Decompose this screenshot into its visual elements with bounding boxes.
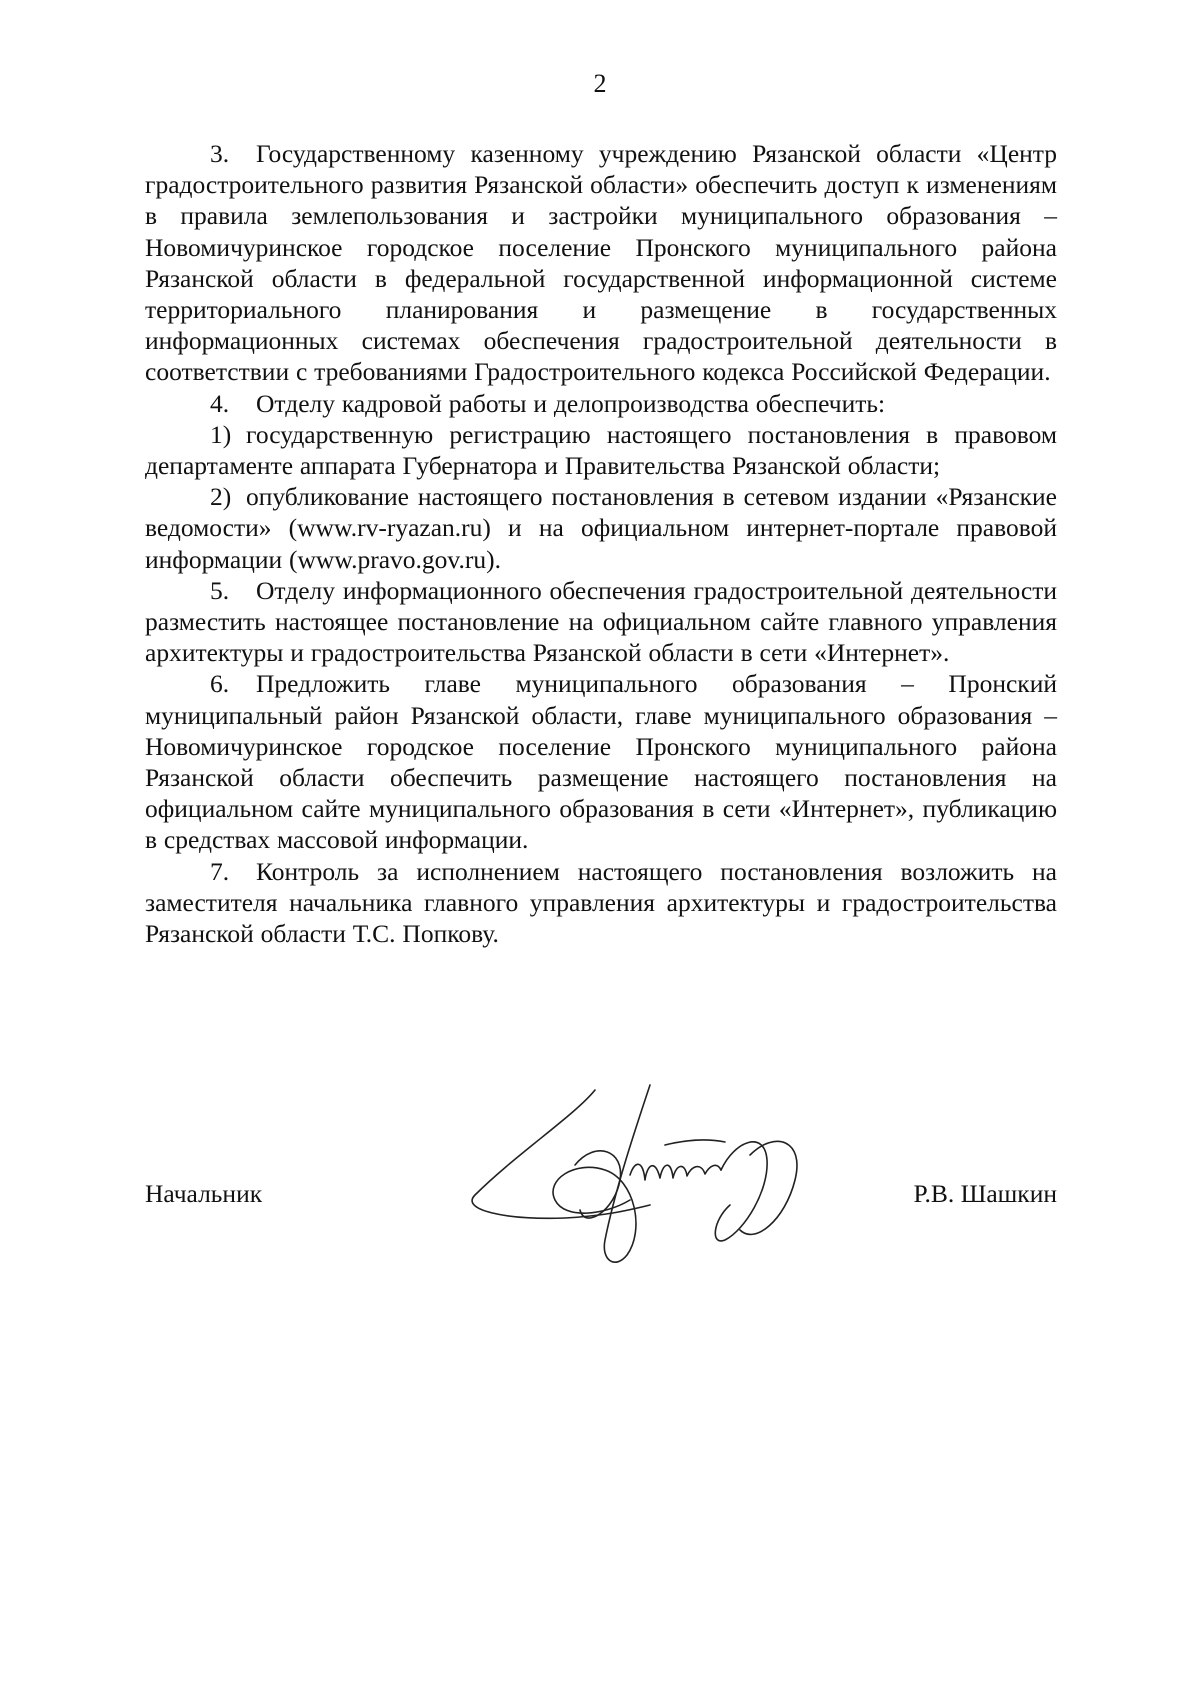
signature-block: [145, 1178, 1057, 1218]
paragraph-text: Отделу кадровой работы и делопроизводства обеспечить:: [256, 388, 886, 418]
signatory-name: Р.В. Шашкин: [913, 1179, 1057, 1208]
paragraph-4: [145, 388, 1057, 419]
paragraph-number: 3.: [210, 139, 230, 168]
document-body: [145, 138, 1057, 949]
paragraph-7: [145, 856, 1057, 950]
paragraph-6: [145, 668, 1057, 855]
paragraph-text: государственную регистрацию настоящего постановления в правовом департаменте аппарата Губернатора и Правительства Рязанской области;: [145, 419, 1057, 481]
paragraph-number: 5.: [210, 575, 230, 605]
subparagraph-number: 2): [210, 482, 232, 512]
paragraph-text: опубликование настоящего постановления в сетевом издании «Рязанские ведомости» (www.rv-ryazan.ru) и на официальном интернет-портале правовой информации (www.pravo.gov.ru).: [145, 482, 1057, 574]
paragraph-3: [145, 138, 1057, 388]
subparagraph-4-1: [145, 419, 1057, 481]
paragraph-number: 4.: [210, 388, 230, 418]
paragraph-text: Контроль за исполнением настоящего постановления возложить на заместителя начальника главного управления архитектуры и градостроительства Рязанской области Т.С. Попкову.: [145, 856, 1057, 949]
page-number: 2: [593, 69, 607, 98]
paragraph-text: Предложить главе муниципального образования – Пронский муниципальный район Рязанской области, главе муниципального образования – Новомичуринское городское поселение Пронского муниципального района Рязанской области обеспечить размещение настоящего постановления на официальном сайте муниципального образования в сети «Интернет», публикацию в средствах массовой информации.: [145, 669, 1057, 855]
paragraph-5: [145, 575, 1057, 669]
paragraph-text: Отделу информационного обеспечения градостроительной деятельности разместить настоящее постановление на официальном сайте главного управления архитектуры и градостроительства Рязанской области в сети «Интернет».: [145, 575, 1057, 668]
paragraph-text: Государственному казенному учреждению Рязанской области «Центр градостроительного развития Рязанской области» обеспечить доступ к изменениям в правила землепользования и застройки муниципального образования – Новомичуринское городское поселение Пронского муниципального района Рязанской области в федеральной государственной информационной системе территориального планирования и размещение в государственных информационных системах обеспечения градостроительной деятельности в соответствии с требованиями Градостроительного кодекса Российской Федерации.: [145, 139, 1057, 387]
paragraph-number: 6.: [210, 669, 230, 699]
subparagraph-4-2: [145, 481, 1057, 575]
handwritten-signature: [455, 1070, 855, 1280]
signatory-position: Начальник: [145, 1179, 263, 1208]
paragraph-number: 7.: [210, 856, 230, 886]
subparagraph-number: 1): [210, 419, 232, 449]
